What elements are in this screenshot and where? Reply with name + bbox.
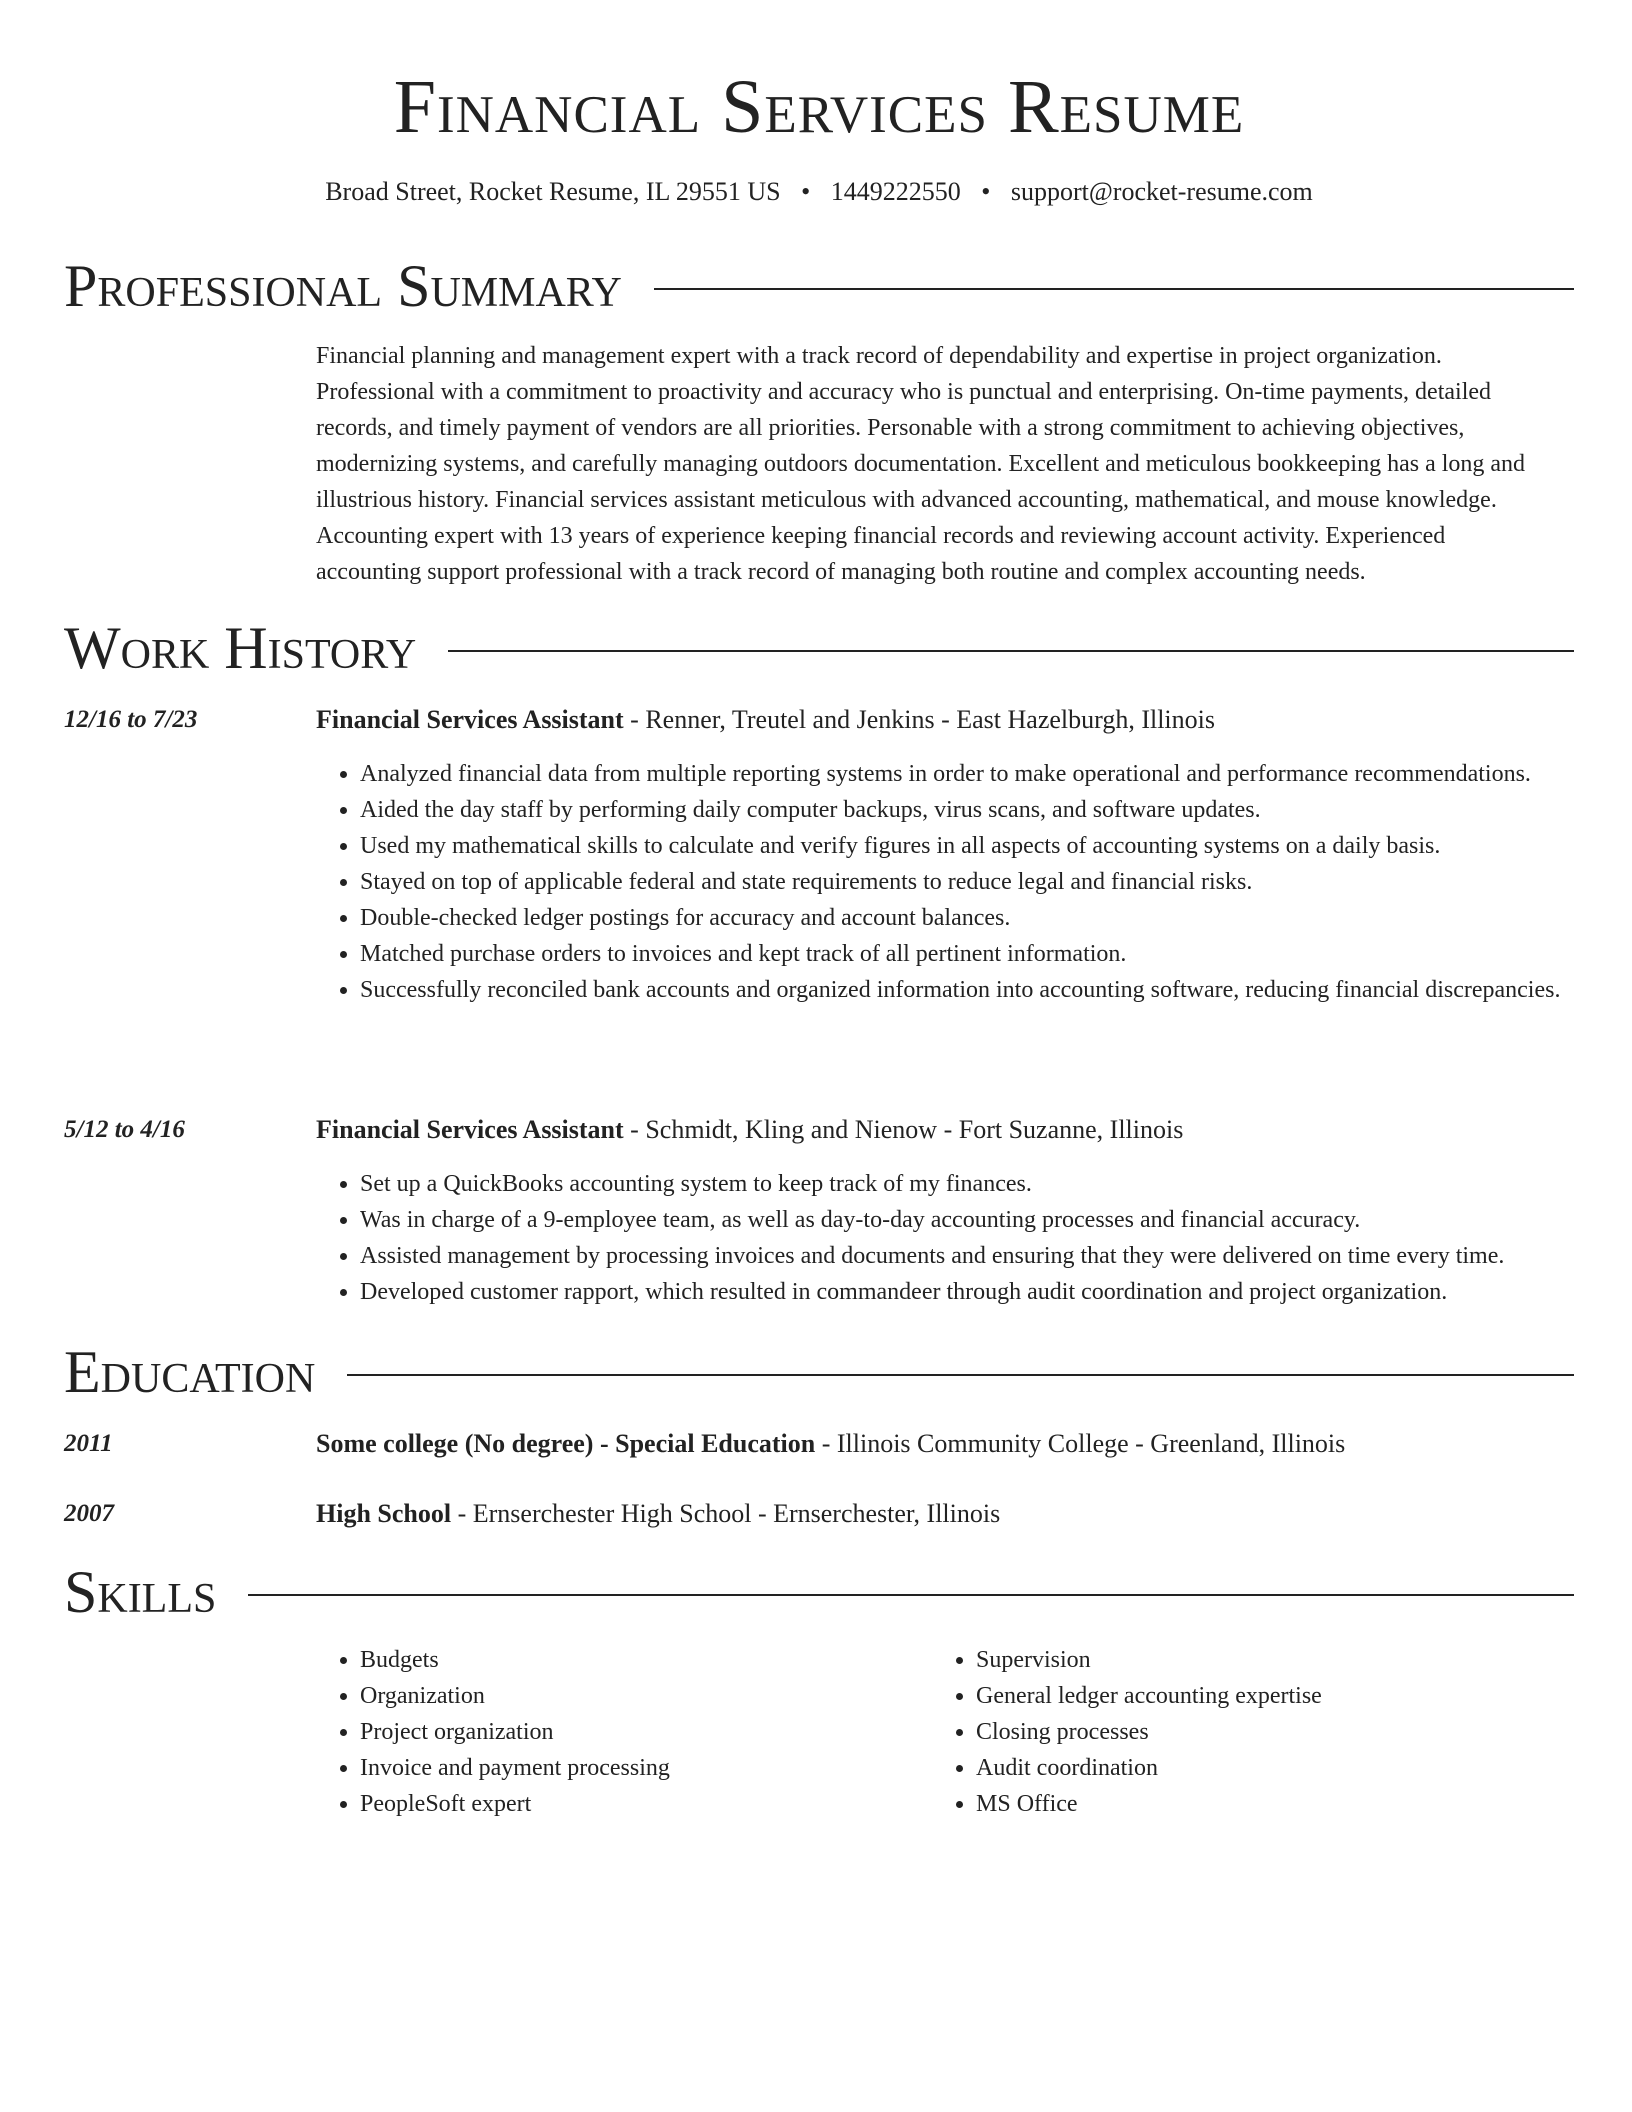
section-title: Education: [64, 1339, 316, 1405]
education-year: 2011: [64, 1430, 113, 1457]
list-item: • Double-checked ledger postings for accuracy and account balances.: [360, 900, 1618, 936]
work-employer: - Schmidt, Kling and Nienow - Fort Suzanne, Illinois: [623, 1115, 1184, 1144]
section-header-education: [64, 1340, 1574, 1404]
work-dates: 5/12 to 4/16: [64, 1116, 185, 1143]
work-employer: - Renner, Treutel and Jenkins - East Hazelburgh, Illinois: [623, 705, 1215, 734]
contact-email: support@rocket-resume.com: [1010, 177, 1313, 206]
section-header-work: [64, 616, 1574, 680]
summary-text: Financial planning and management expert with a track record of dependability and expertise in project organization. Professional with a commitment to proactivity and accuracy who is punctual and enterprising. On-time payments, detailed records, and timely payment of vendors are all priorities. Personable with a strong commitment to achieving objectives, modernizing systems, and carefully managing outdoors documentation. Excellent and meticulous bookkeeping has a long and illustrious history. Financial services assistant meticulous with advanced accounting, mathematical, and mouse knowledge. Accounting expert with 13 years of experience keeping financial records and reviewing account activity. Experienced accounting support professional with a track record of managing both routine and complex accounting needs.: [316, 343, 1526, 585]
section-title: Skills: [64, 1559, 217, 1625]
list-item: • Invoice and payment processing: [360, 1750, 920, 1786]
list-item: • Stayed on top of applicable federal and state requirements to reduce legal and financial risks.: [360, 864, 1618, 900]
contact-line: [64, 174, 1574, 210]
education-title: High School: [316, 1499, 452, 1528]
education-school: - Illinois Community College - Greenland, Illinois: [815, 1429, 1346, 1458]
list-item: • Organization: [360, 1678, 920, 1714]
contact-separator: •: [981, 177, 991, 206]
resume-title: Financial Services Resume: [393, 65, 1245, 149]
contact-address: Broad Street, Rocket Resume, IL 29551 US: [325, 177, 781, 206]
list-item: • Aided the day staff by performing daily computer backups, virus scans, and software updates.: [360, 792, 1618, 828]
list-item: • MS Office: [976, 1786, 1536, 1822]
work-bullets: [316, 756, 1618, 1008]
education-heading: [316, 1426, 1574, 1462]
list-item: • Closing processes: [976, 1714, 1536, 1750]
list-item: • Project organization: [360, 1714, 920, 1750]
work-heading: [316, 702, 1574, 738]
education-title: Some college (No degree) - Special Education: [316, 1429, 816, 1458]
list-item: • Successfully reconciled bank accounts and organized information into accounting software, reducing financial discrepancies.: [360, 972, 1618, 1008]
list-item: • Assisted management by processing invoices and documents and ensuring that they were delivered on time every time.: [360, 1238, 1618, 1274]
list-item: • Supervision: [976, 1642, 1536, 1678]
section-divider: [448, 650, 1574, 652]
list-item: • Used my mathematical skills to calculate and verify figures in all aspects of accounting systems on a daily basis.: [360, 828, 1618, 864]
work-title: Financial Services Assistant: [316, 705, 624, 734]
list-item: • Audit coordination: [976, 1750, 1536, 1786]
contact-separator: •: [801, 177, 811, 206]
education-heading: [316, 1496, 1574, 1532]
list-item: • PeopleSoft expert: [360, 1786, 920, 1822]
work-heading: [316, 1112, 1574, 1148]
section-divider: [347, 1374, 1574, 1376]
education-school: - Ernserchester High School - Ernserchester, Illinois: [451, 1499, 1001, 1528]
work-bullets: [316, 1166, 1618, 1310]
section-title: Work History: [64, 615, 417, 681]
skills-list-left: [316, 1642, 920, 1822]
list-item: • General ledger accounting expertise: [976, 1678, 1536, 1714]
work-title: Financial Services Assistant: [316, 1115, 624, 1144]
education-year: 2007: [64, 1500, 114, 1527]
section-divider: [248, 1594, 1574, 1596]
contact-phone: 1449222550: [830, 177, 961, 206]
skills-list-right: [932, 1642, 1536, 1822]
section-divider: [654, 288, 1574, 290]
list-item: • Developed customer rapport, which resulted in commandeer through audit coordination and project organization.: [360, 1274, 1618, 1310]
section-header-summary: [64, 254, 1574, 318]
section-header-skills: [64, 1560, 1574, 1624]
list-item: • Budgets: [360, 1642, 920, 1678]
section-title: Professional Summary: [64, 253, 622, 319]
list-item: • Analyzed financial data from multiple reporting systems in order to make operational and performance recommendations.: [360, 756, 1618, 792]
list-item: • Was in charge of a 9-employee team, as well as day-to-day accounting processes and financial accuracy.: [360, 1202, 1618, 1238]
work-dates: 12/16 to 7/23: [64, 706, 198, 733]
list-item: • Matched purchase orders to invoices and kept track of all pertinent information.: [360, 936, 1618, 972]
list-item: • Set up a QuickBooks accounting system to keep track of my finances.: [360, 1166, 1618, 1202]
